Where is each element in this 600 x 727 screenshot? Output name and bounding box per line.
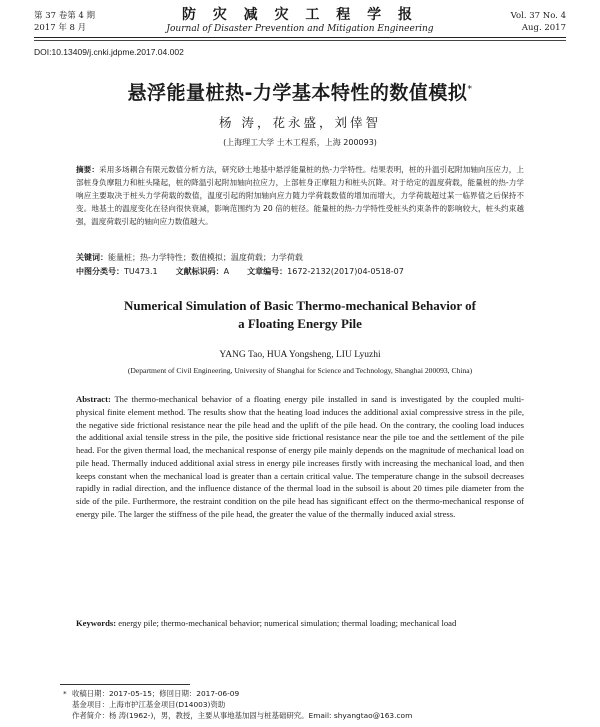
footnote-star: *: [63, 689, 67, 698]
doi: DOI:10.13409/j.cnki.jdpme.2017.04.002: [34, 47, 184, 57]
footnote-rule: [60, 684, 190, 685]
journal-name-cn: 防 灾 减 灾 工 程 学 报: [181, 7, 419, 23]
cn-title: [30, 78, 570, 105]
en-keywords-text: energy pile; thermo-mechanical behavior; numerical simulation; thermal loading; mechanical load: [118, 618, 457, 628]
en-keywords: [76, 617, 524, 630]
en-abstract-label: Abstract:: [76, 394, 111, 404]
cn-title-text: 悬浮能量桩热-力学基本特性的数值模拟: [127, 82, 468, 104]
doc-code-label: 文献标识码：: [175, 267, 224, 276]
en-abstract-text: The thermo-mechanical behavior of a floating energy pile installed in sand is investigated by the coupled multi-physical finite element method. The results show that the heating load induces the additional axial compressive stress in the pile, the negative side frictional resistance near the pile head and the uplift of the pile head. On the contrary, the cooling load induces the additional axial tensile stress in the pile, the positive side frictional resistance near the pile toe and the settlement of the pile head. For the given thermal load, the mechanical response of energy pile mainly depends on the magnitude of mechanical load on pile head. Thermally induced additional axial stress in energy pile increases firstly with increasing the mechanical load, and then keeps constant when the mechanical load is greater than a certain critical value. The temperature change in the subsoil decreases rapidly in radial direction, and the influence distance of the thermal load in the subsoil is about 20 times pile diameter from the side of the pile. Furthermore, the restraint condition on the pile head has significant effect on the thermo-mechanical response of energy pile. The larger the stiffness of the pile head, the greater the value of the thermally induced axial stress.: [76, 394, 524, 519]
cn-authors: 杨 涛，花永盛，刘倖智: [219, 115, 381, 130]
en-title: [30, 297, 570, 333]
cn-keywords-text: 能量桩；热-力学特性；数值模拟；温度荷载；力学荷载: [108, 253, 303, 262]
header-volume-block: [34, 10, 95, 34]
header-volume-issue-en: Vol. 37 No. 4: [510, 11, 566, 21]
cn-affiliation: (上海理工大学 土木工程系，上海 200093): [223, 138, 377, 147]
article-no-value: 1672-2132(2017)04-0518-07: [287, 267, 404, 276]
en-affiliation: (Department of Civil Engineering, University of Shanghai for Science and Technology, Shanghai 200093, China): [127, 366, 473, 375]
clc-label: 中图分类号：: [76, 267, 124, 276]
en-authors: YANG Tao, HUA Yongsheng, LIU Lyuzhi: [219, 350, 381, 360]
footnote-funding: 基金项目：上海市护江基金项目(D14003)资助: [72, 700, 226, 709]
en-abstract: [76, 393, 524, 521]
en-title-line2: a Floating Energy Pile: [238, 316, 362, 331]
doc-code-value: A: [223, 267, 230, 276]
journal-name-en: Journal of Disaster Prevention and Mitigation Engineering: [166, 24, 434, 34]
header-date-cn: 2017 年 8 月: [34, 23, 87, 33]
en-title-line1: Numerical Simulation of Basic Thermo-mechanical Behavior of: [124, 298, 476, 313]
cn-abstract: [76, 164, 524, 229]
header-date-en: Aug. 2017: [521, 23, 566, 33]
cn-classification-line: [76, 266, 546, 278]
cn-abstract-text: 采用多场耦合有限元数值分析方法，研究砂土地基中悬浮能量桩的热-力学特性。结果表明，桩的升温引起附加轴向压应力，上部桩身负摩阻力和桩头隆起，桩的降温引起附加轴向拉应力，上部桩身正摩阻力和桩头沉降。对于给定的温度荷载，能量桩的热-力学响应主要取决于桩头力学荷载的数值，温度引起的附加轴向应力随力学荷载数值的增加而增大，力学荷载超过某一临界值之后保持不变。地基土的温度变化在径向很快衰减，影响范围约为 20 倍的桩径。能量桩的热-力学特性受桩头约束条件的影响较大，桩头约束越强，温度荷载引起的轴向应力数值越大。: [76, 165, 524, 226]
cn-abstract-label: 摘要：: [76, 165, 100, 174]
header-journal-block: [150, 7, 450, 35]
header-volume-block-en: [511, 10, 566, 34]
footnote: [63, 688, 552, 721]
footnote-received: 收稿日期：2017-05-15；修回日期：2017-06-09: [72, 689, 240, 698]
footnote-author-bio: 作者简介：杨 涛(1962-)，男，教授，主要从事地基加固与桩基础研究。Email: shyangtao@163.com: [72, 711, 413, 720]
article-no-label: 文章编号：: [247, 267, 288, 276]
en-keywords-label: Keywords:: [76, 618, 117, 628]
header-rule: [34, 37, 566, 41]
clc-value: TU473.1: [124, 267, 158, 276]
cn-keywords: [76, 252, 524, 264]
header-volume-issue-cn: 第 37 卷第 4 期: [34, 11, 96, 21]
cn-keywords-label: 关键词：: [76, 253, 108, 262]
cn-title-mark: *: [467, 84, 473, 95]
